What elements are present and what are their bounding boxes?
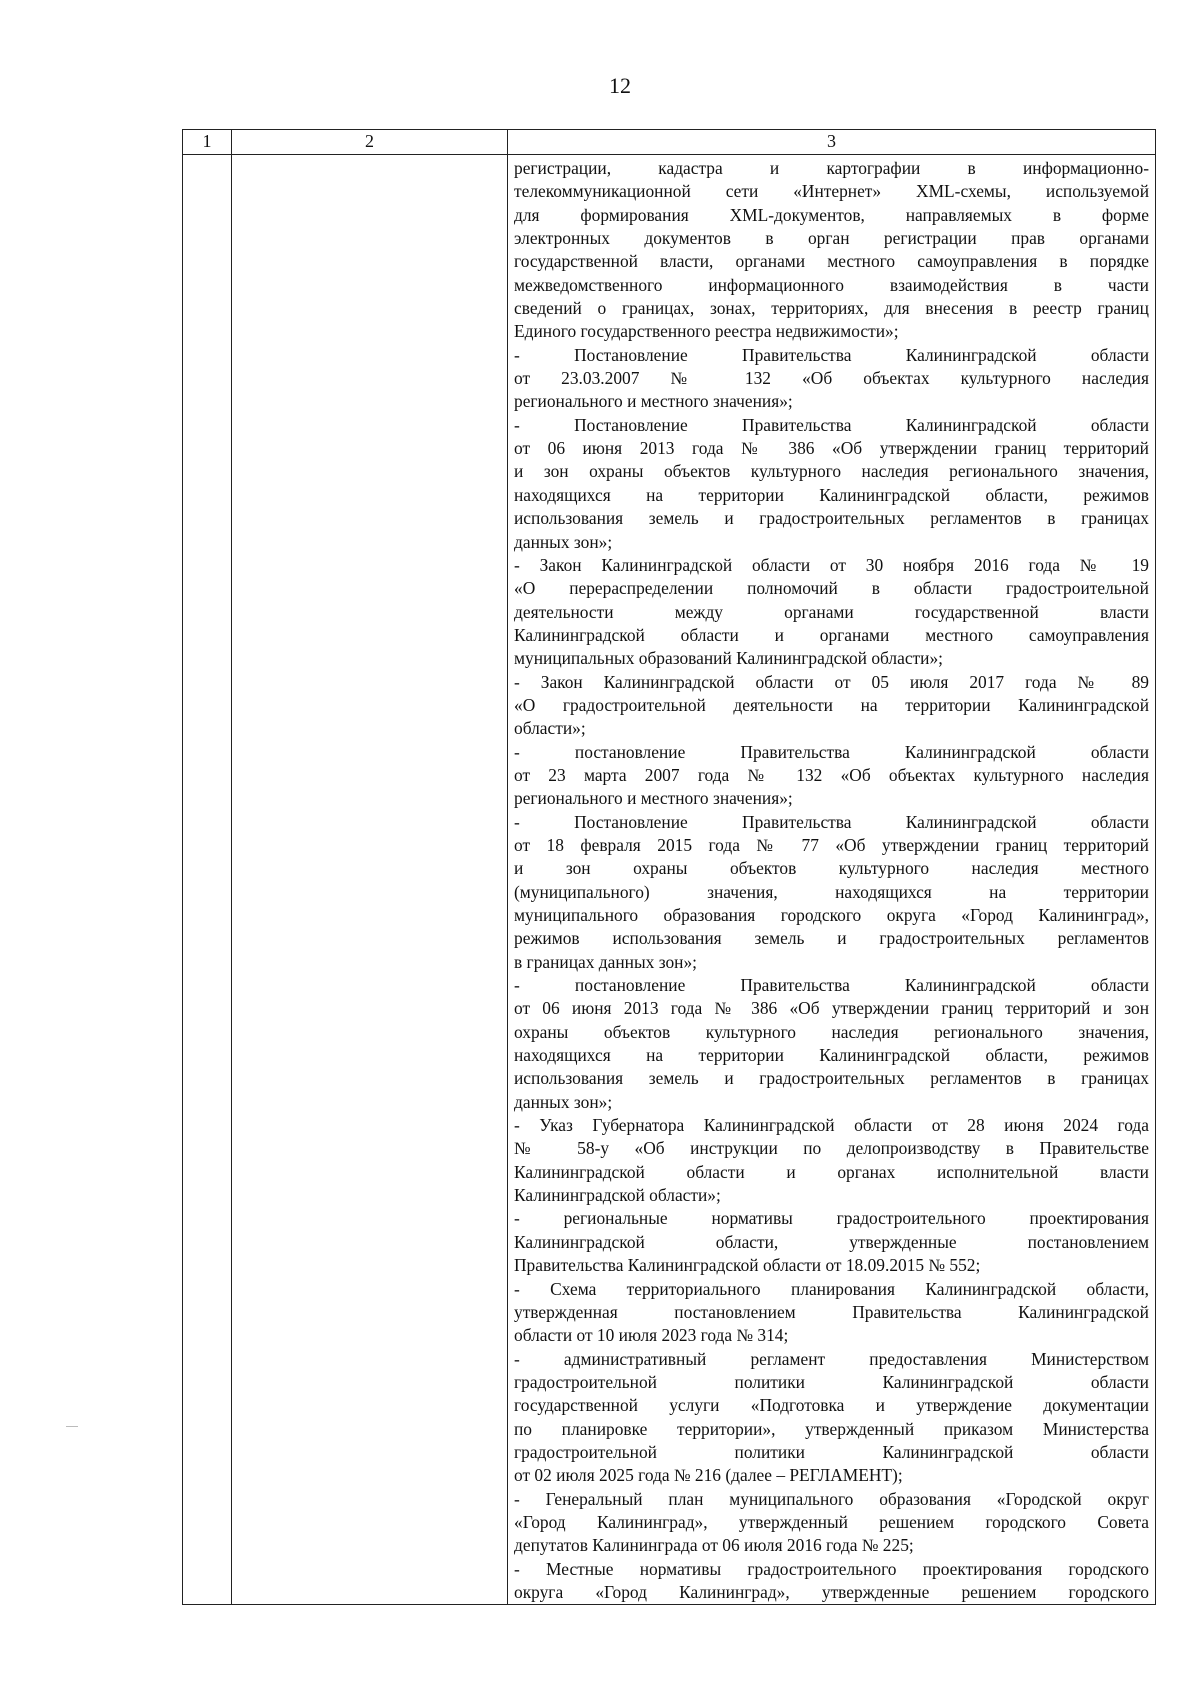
- text-line: (муниципального) значения, находящихся на территории: [514, 881, 1149, 902]
- cell-column-2: [232, 155, 508, 1605]
- text-line: - Генеральный план муниципального образования «Городской округ: [514, 1488, 1149, 1509]
- column-header-2: 2: [232, 130, 508, 155]
- text-line: градостроительной политики Калининградской области: [514, 1441, 1149, 1462]
- text-line: электронных документов в орган регистрации прав органами: [514, 228, 1149, 249]
- text-line: государственной власти, органами местного самоуправления в порядке: [514, 251, 1149, 272]
- column-header-3: 3: [508, 130, 1156, 155]
- margin-mark: [66, 1426, 78, 1427]
- text-line: области от 10 июля 2023 года № 314;: [514, 1325, 789, 1346]
- text-line: Единого государственного реестра недвижимости»;: [514, 321, 899, 342]
- text-line: муниципального образования городского округа «Город Калининград»,: [514, 905, 1149, 925]
- text-line: - Схема территориального планирования Калининградской области,: [514, 1278, 1149, 1299]
- text-line: депутатов Калининграда от 06 июля 2016 года № 225;: [514, 1535, 914, 1556]
- text-line: межведомственного информационного взаимодействия в части: [514, 274, 1149, 295]
- text-line: использования земель и градостроительных регламентов в границах: [514, 1068, 1149, 1089]
- text-line: по планировке территории», утвержденный приказом Министерства: [514, 1418, 1149, 1439]
- table-body-row: [183, 155, 1156, 1605]
- text-line: № 58-у «Об инструкции по делопроизводству в Правительстве: [514, 1138, 1149, 1159]
- text-line: от 02 июля 2025 года № 216 (далее – РЕГЛАМЕНТ);: [514, 1465, 903, 1486]
- text-line: режимов использования земель и градостроительных регламентов: [514, 928, 1149, 949]
- column-header-1: 1: [183, 130, 232, 155]
- text-line: сведений о границах, зонах, территориях, для внесения в реестр границ: [514, 298, 1149, 319]
- text-line: «О градостроительной деятельности на территории Калининградской: [514, 694, 1149, 715]
- text-line: Калининградской области и органами местного самоуправления: [514, 624, 1149, 645]
- text-line: - Закон Калининградской области от 30 ноября 2016 года № 19: [514, 554, 1149, 575]
- text-line: государственной услуги «Подготовка и утверждение документации: [514, 1395, 1149, 1416]
- text-line: - региональные нормативы градостроительного проектирования: [514, 1208, 1149, 1229]
- text-line: области»;: [514, 718, 586, 739]
- text-line: - Постановление Правительства Калининградской области: [514, 811, 1149, 832]
- text-line: от 23.03.2007 № 132 «Об объектах культурного наследия: [514, 368, 1149, 389]
- text-line: деятельности между органами государственной власти: [514, 601, 1149, 622]
- text-line: «Город Калининград», утвержденный решением городского Совета: [514, 1511, 1149, 1532]
- text-line: телекоммуникационной сети «Интернет» XML-схемы, используемой: [514, 181, 1149, 202]
- text-line: градостроительной политики Калининградской области: [514, 1371, 1149, 1392]
- text-line: данных зон»;: [514, 531, 613, 552]
- text-line: регистрации, кадастра и картографии в информационно-: [514, 158, 1149, 178]
- text-line: и зон охраны объектов культурного наследия местного: [514, 858, 1149, 879]
- text-line: и зон охраны объектов культурного наследия регионального значения,: [514, 461, 1149, 482]
- text-line: - Местные нормативы градостроительного проектирования городского: [514, 1558, 1149, 1579]
- cell-column-3: [508, 155, 1156, 1605]
- text-line: находящихся на территории Калининградской области, режимов: [514, 1045, 1149, 1066]
- text-line: утвержденная постановлением Правительства Калининградской: [514, 1301, 1149, 1322]
- text-line: - Закон Калининградской области от 05 июля 2017 года № 89: [514, 671, 1149, 692]
- cell-column-1: [183, 155, 232, 1605]
- text-line: - постановление Правительства Калининградской области: [514, 975, 1149, 996]
- text-line: в границах данных зон»;: [514, 951, 697, 972]
- text-line: Калининградской области, утвержденные постановлением: [514, 1231, 1149, 1252]
- text-line: от 06 июня 2013 года № 386 «Об утверждении границ территорий и зон: [514, 998, 1149, 1019]
- text-line: муниципальных образований Калининградской области»;: [514, 648, 943, 669]
- text-line: - Постановление Правительства Калининградской области: [514, 414, 1149, 435]
- text-line: от 06 июня 2013 года № 386 «Об утверждении границ территорий: [514, 438, 1149, 459]
- text-line: Правительства Калининградской области от 18.09.2015 № 552;: [514, 1255, 981, 1276]
- text-line: - постановление Правительства Калининградской области: [514, 741, 1149, 762]
- text-line: Калининградской области и органах исполнительной власти: [514, 1161, 1149, 1182]
- text-line: для формирования XML-документов, направляемых в форме: [514, 204, 1149, 225]
- text-line: находящихся на территории Калининградской области, режимов: [514, 484, 1149, 505]
- regulations-table: [182, 129, 1156, 1605]
- text-line: округа «Город Калининград», утвержденные решением городского: [514, 1581, 1149, 1602]
- text-line: - Указ Губернатора Калининградской области от 28 июня 2024 года: [514, 1115, 1149, 1136]
- text-line: - административный регламент предоставления Министерством: [514, 1348, 1149, 1369]
- text-line: «О перераспределении полномочий в области градостроительной: [514, 578, 1149, 599]
- page-number: 12: [609, 73, 631, 98]
- column-3-text: [508, 155, 1155, 1604]
- text-line: регионального и местного значения»;: [514, 391, 793, 412]
- text-line: от 23 марта 2007 года № 132 «Об объектах культурного наследия: [514, 764, 1149, 785]
- text-line: охраны объектов культурного наследия регионального значения,: [514, 1021, 1149, 1042]
- text-line: данных зон»;: [514, 1091, 613, 1112]
- text-line: регионального и местного значения»;: [514, 788, 793, 809]
- text-line: - Постановление Правительства Калининградской области: [514, 344, 1149, 365]
- text-line: от 18 февраля 2015 года № 77 «Об утверждении границ территорий: [514, 834, 1149, 855]
- text-line: Калининградской области»;: [514, 1185, 721, 1206]
- table-header-row: [183, 130, 1156, 155]
- text-line: использования земель и градостроительных регламентов в границах: [514, 508, 1149, 529]
